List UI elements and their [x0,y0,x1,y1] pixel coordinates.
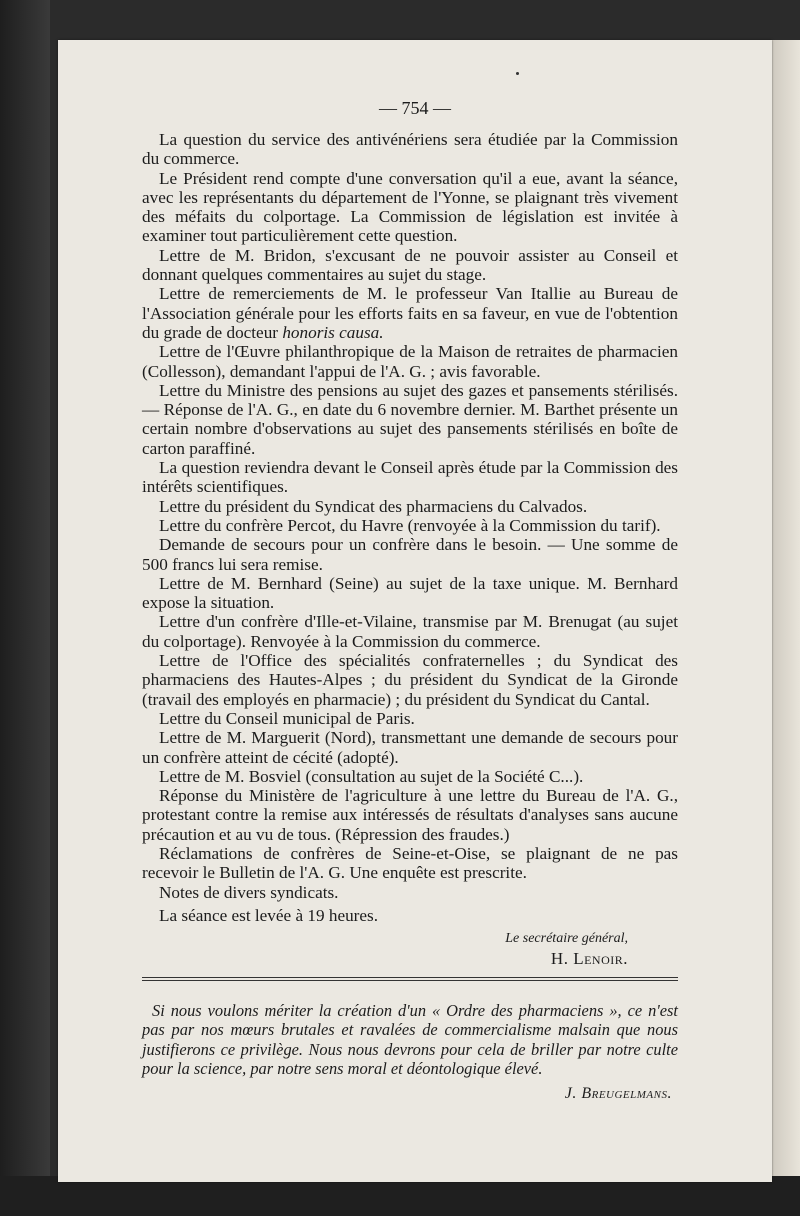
document-page [58,40,772,1182]
minutes-paragraph: Notes de divers syndicats. [159,882,339,902]
minutes-paragraph: Lettre de l'Office des spécialités confraternelles ; du Syndicat des pharmaciens des Hautes-Alpes ; du président du Syndicat de la Gironde (travail des employés en pharmacie) ; du président du Syndicat du Cantal. [142,651,678,709]
minutes-paragraph: Lettre du Ministre des pensions au sujet des gazes et pansements stérilisés. — Réponse de l'A. G., en date du 6 novembre dernier. M. Barthet présente un certain nombre d'observations au sujet des pansements stérilisés en boîte de carton paraffiné. [142,380,678,458]
minutes-paragraph: Lettre de M. Marguerit (Nord), transmettant une demande de secours pour un confrère atteint de cécité (adopté). [142,728,678,767]
signature-name: H. Lenoir. [550,949,628,969]
page-body [142,130,678,1103]
scan-border-left [0,0,50,1216]
paragraph-text: Lettre de remerciements de M. le professeur Van Itallie au Bureau de l'Association générale pour les efforts faits en sa faveur, en vue de l'obtention du grade de docteur [142,284,678,342]
paragraph-italic-text: honoris causa. [282,322,384,342]
scan-border-bottom [0,1176,800,1216]
minutes-paragraph: Lettre du Conseil municipal de Paris. [159,708,415,728]
minutes-paragraph: Lettre du confrère Percot, du Havre (renvoyée à la Commission du tarif). [159,515,661,535]
minutes-paragraphs [142,130,678,925]
minutes-paragraph: La séance est levée à 19 heures. [159,905,379,925]
minutes-paragraph: Lettre de M. Bernhard (Seine) au sujet de la taxe unique. M. Bernhard expose la situation. [142,573,678,613]
minutes-paragraph: Réponse du Ministère de l'agriculture à une lettre du Bureau de l'A. G., protestant contre la remise aux intéressés de résultats d'analyses sans aucune précaution et au vu de tous. (Répression des fraudes.) [142,786,678,844]
minutes-paragraph: Lettre de l'Œuvre philanthropique de la Maison de retraites de pharmacien (Collesson), demandant l'appui de l'A. G. ; avis favorable. [142,342,678,381]
minutes-paragraph: La question reviendra devant le Conseil après étude par la Commission des intérêts scientifiques. [142,458,678,497]
minutes-paragraph: Demande de secours pour un confrère dans le besoin. — Une somme de 500 francs lui sera remise. [142,535,678,574]
minutes-paragraph: La question du service des antivénériens sera étudiée par la Commission du commerce. [142,130,678,169]
signature-title: Le secrétaire général, [505,931,628,947]
minutes-paragraph: Lettre de M. Bosviel (consultation au sujet de la Société C...). [159,766,584,786]
quote-author: J. Breugelmans. [564,1084,672,1102]
signature-block [142,929,678,969]
minutes-paragraph: Réclamations de confrères de Seine-et-Oise, se plaignant de ne pas recevoir le Bulletin de l'A. G. Une enquête est prescrite. [142,843,678,883]
minutes-paragraph [142,284,678,342]
minutes-paragraph: Le Président rend compte d'une conversation qu'il a eue, avant la séance, avec les représentants du département de l'Yonne, se plaignant très vivement des méfaits du colportage. La Commission de législation est invitée à examiner tout particulièrement cette question. [142,168,678,246]
minutes-paragraph: Lettre d'un confrère d'Ille-et-Vilaine, transmise par M. Brenugat (au sujet du colportage). Renvoyée à la Commission du commerce. [142,612,678,651]
minutes-paragraph: Lettre de M. Bridon, s'excusant de ne pouvoir assister au Conseil et donnant quelques commentaires au sujet du stage. [142,245,678,285]
ink-speck [516,72,519,75]
adjacent-page-edge [771,40,800,1190]
closing-quote [142,1001,678,1103]
minutes-paragraph: Lettre du président du Syndicat des pharmaciens du Calvados. [159,496,588,516]
quote-text: Si nous voulons mériter la création d'un « Ordre des pharmaciens », ce n'est pas par nos mœurs brutales et ravalées de commercialisme malsain que nous justifierons ce privilège. Nous nous devrons pour cela de briller par notre culte pour la science, par notre sens moral et déontologique élevé. [142,1001,678,1078]
divider-rule [142,977,678,978]
page-number: — 754 — [379,98,451,118]
divider-rule-double [142,980,678,981]
